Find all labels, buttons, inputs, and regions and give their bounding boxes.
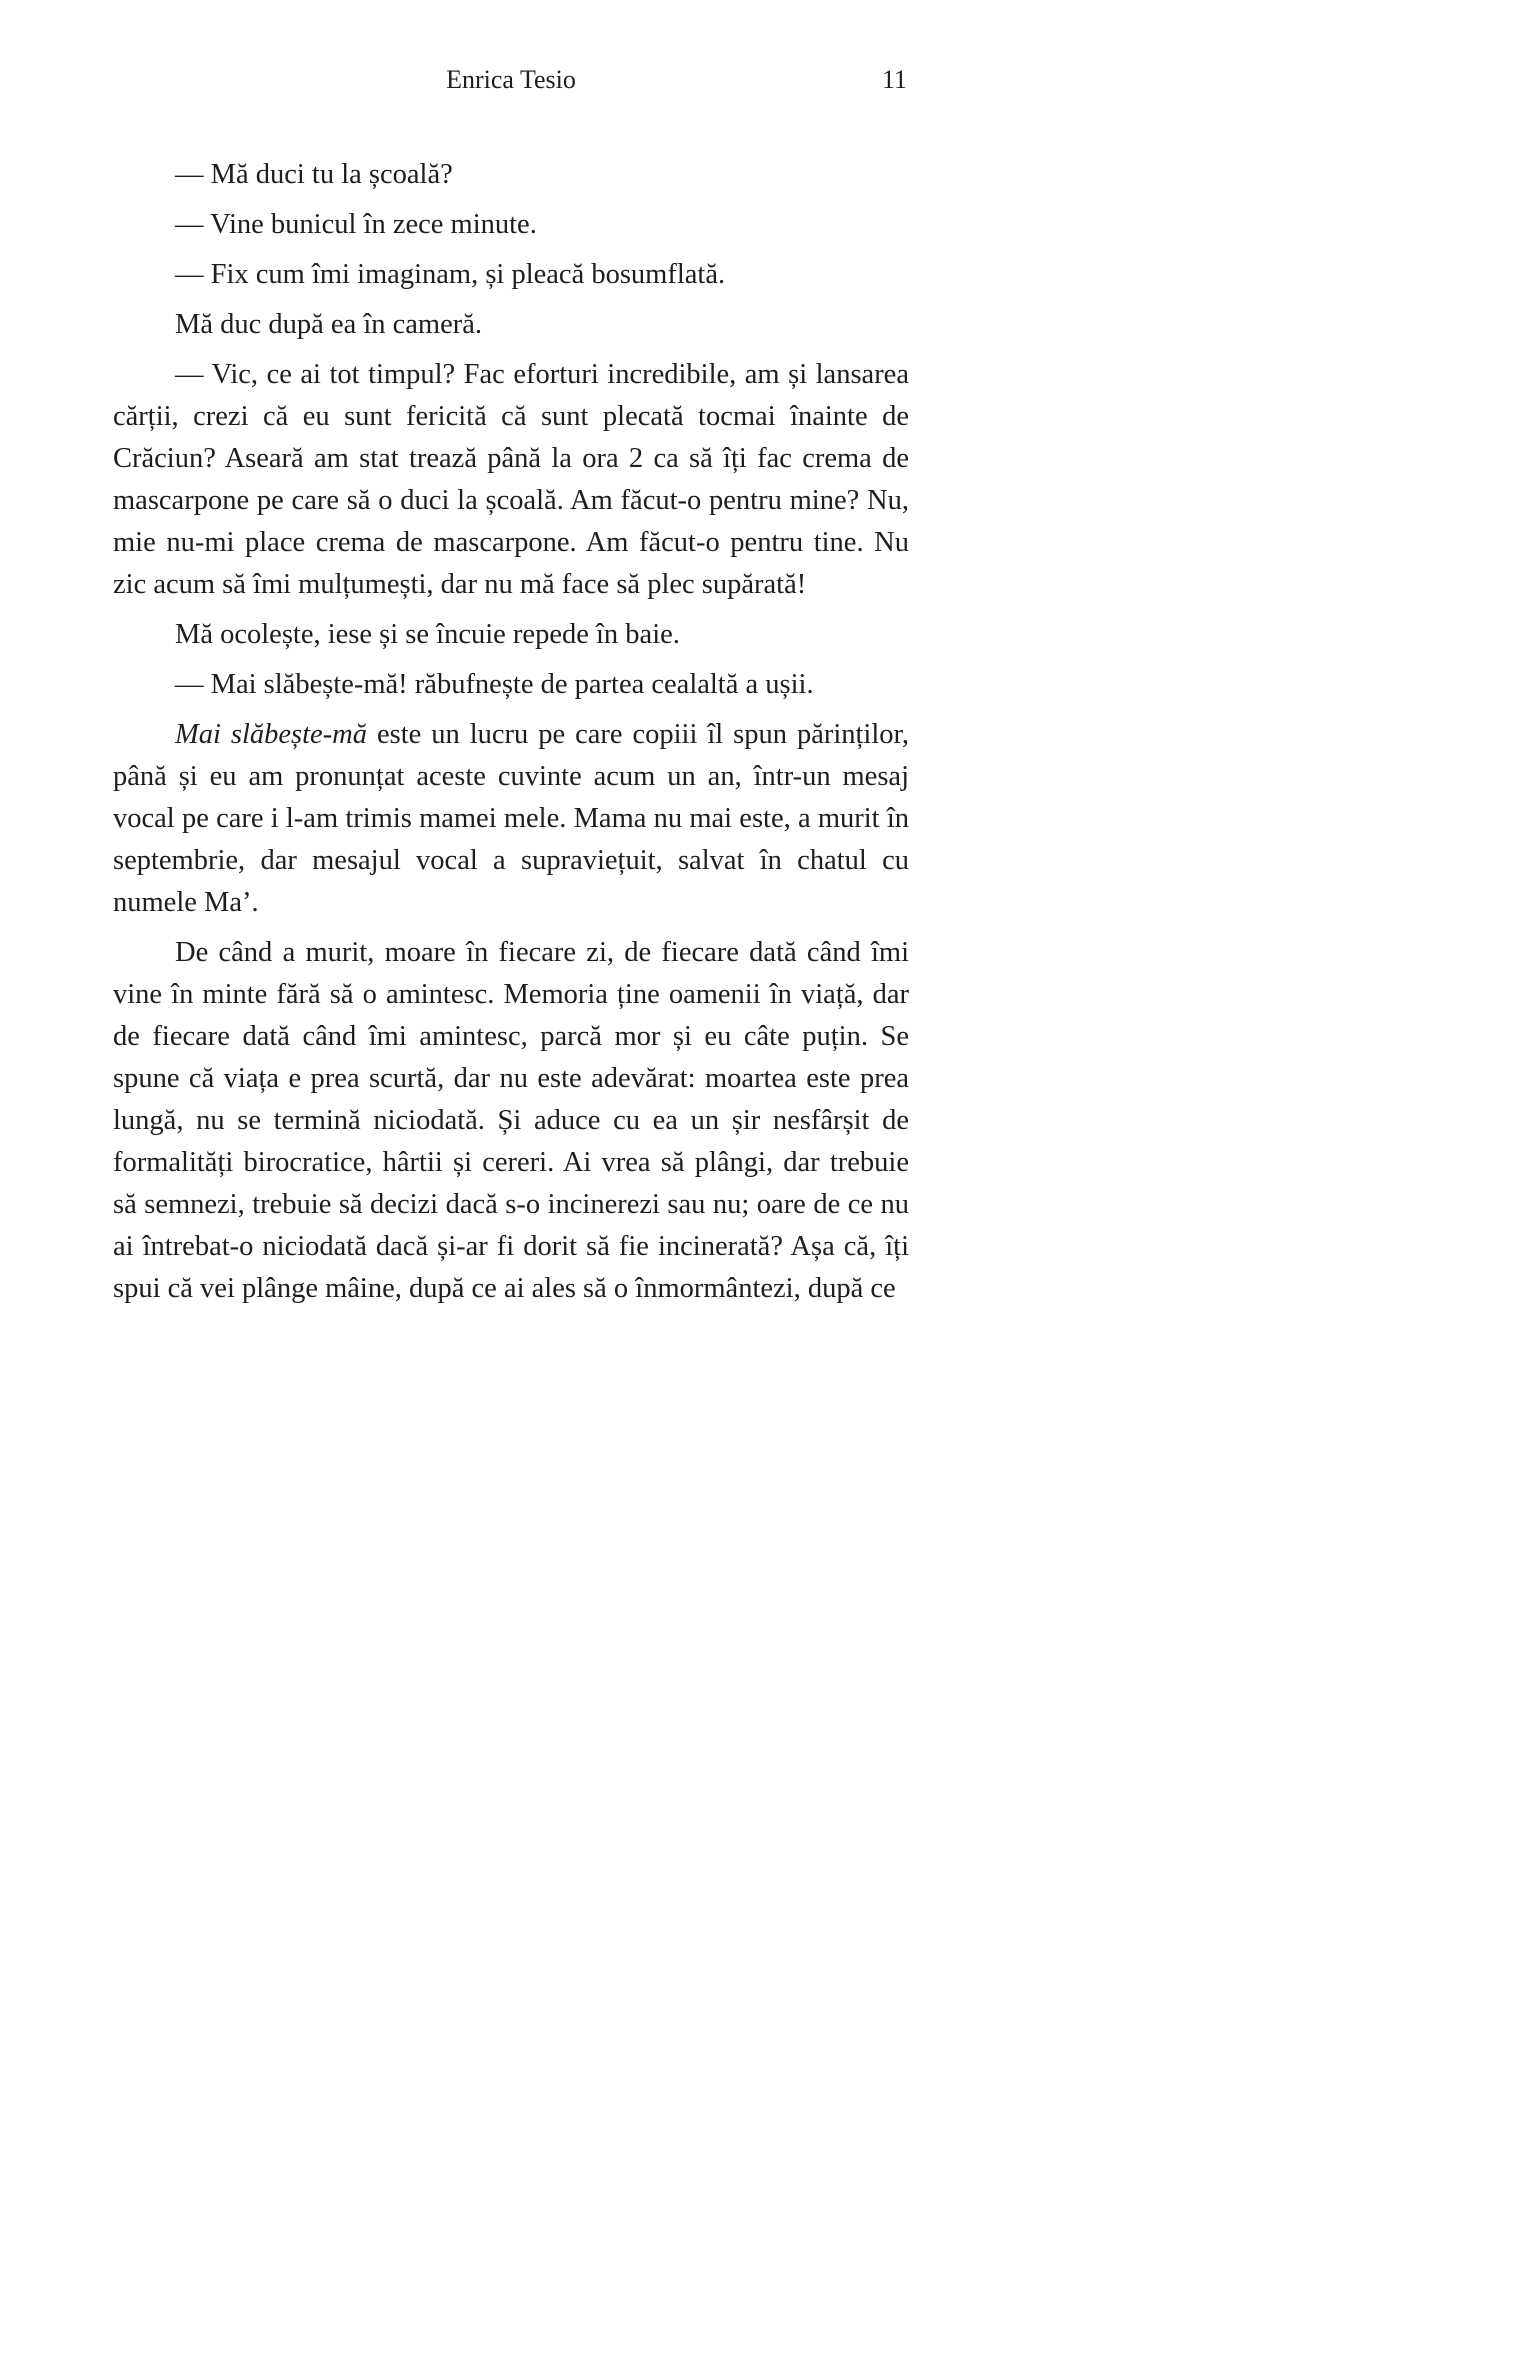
paragraph-dialogue-2: — Vine bunicul în zece minute. [175, 209, 537, 240]
book-page [113, 64, 909, 1310]
paragraph-narration-9: De când a murit, moare în fiecare zi, de fiecare dată când îmi vine în minte fără să o amintesc. Memoria ține oamenii în viață, dar de fiecare dată când îmi amintesc, parcă mor și eu câte puțin. Se spune că viața e prea scurtă, dar nu este adevărat: moartea este prea lungă, nu se termină niciodată. Și aduce cu ea un șir nesfârșit de formalități birocratice, hârtii și cereri. Ai vrea să plângi, dar trebuie să semnezi, trebuie să decizi dacă s-o incinerezi sau nu; oare de ce nu ai întrebat-o niciodată dacă și-ar fi dorit să fie incinerată? Așa că, îți spui că vei plânge mâine, după ce ai ales să o înmormântezi, după ce [113, 937, 909, 1304]
running-head-author: Enrica Tesio [446, 65, 576, 94]
paragraph-dialogue-7: — Mai slăbește-mă! răbufnește de partea cealaltă a ușii. [175, 669, 814, 700]
page-header [113, 64, 909, 96]
text-block [113, 154, 909, 1310]
paragraph-dialogue-1: — Mă duci tu la școală? [175, 159, 453, 190]
paragraph-narration-6: Mă ocolește, iese și se încuie repede în baie. [175, 619, 680, 650]
italic-phrase: Mai slăbește-mă [175, 719, 368, 750]
paragraph-dialogue-5: — Vic, ce ai tot timpul? Fac eforturi incredibile, am și lansarea cărții, crezi că eu sunt fericită că sunt plecată tocmai înainte de Crăciun? Aseară am stat trează până la ora 2 ca să îți fac crema de mascarpone pe care să o duci la școală. Am făcut-o pentru mine? Nu, mie nu-mi place crema de mascarpone. Am făcut-o pentru tine. Nu zic acum să îmi mulțumești, dar nu mă face să plec supărată! [113, 359, 909, 600]
paragraph-8-text: este un lucru pe care copiii îl spun părinților, până și eu am pronunțat aceste cuvinte acum un an, într-un mesaj vocal pe care i l-am trimis mamei mele. Mama nu mai este, a murit în septembrie, dar mesajul vocal a supraviețuit, salvat în chatul cu numele Ma’. [113, 719, 909, 918]
page-number: 11 [881, 65, 907, 94]
paragraph-narration-8 [113, 714, 909, 924]
paragraph-dialogue-3: — Fix cum îmi imaginam, și pleacă bosumflată. [175, 259, 726, 290]
paragraph-narration-4: Mă duc după ea în cameră. [175, 309, 483, 340]
